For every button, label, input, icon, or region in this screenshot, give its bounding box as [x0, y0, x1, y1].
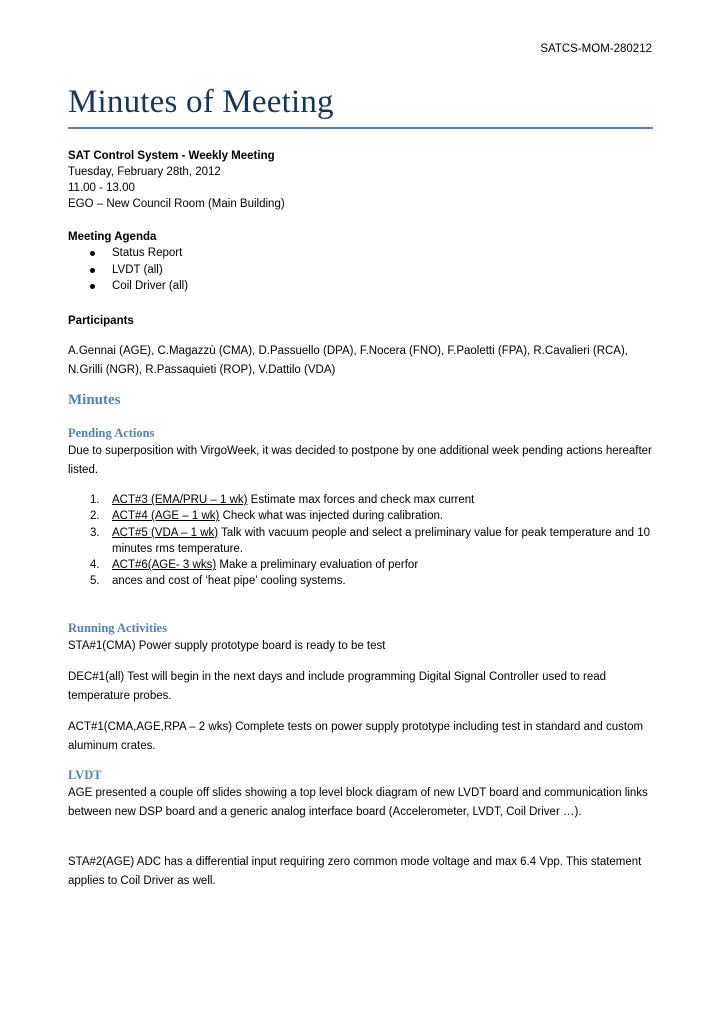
agenda-heading: Meeting Agenda [68, 231, 157, 243]
list-item: LVDT (all) [68, 262, 188, 279]
agenda-list [68, 245, 188, 295]
running-activity-act1: ACT#1(CMA,AGE,RPA – 2 wks) Complete tests on power supply prototype including test in standard and custom aluminum crates. [68, 721, 644, 752]
participants-list: A.Gennai (AGE), C.Magazzù (CMA), D.Passuello (DPA), F.Nocera (FNO), F.Paoletti (FPA), R.Cavalieri (RCA), N.Grilli (NGR), R.Passaquieti (ROP), V.Dattilo (VDA) [68, 345, 629, 376]
pending-actions-list [68, 492, 653, 590]
document-id: SATCS-MOM-280212 [540, 43, 652, 55]
action-ref: ACT#4 (AGE – 1 wk) [112, 510, 220, 523]
pending-actions-intro: Due to superposition with VirgoWeek, it was decided to postpone by one additional week pending actions hereafter listed. [68, 445, 652, 476]
action-ref: ACT#3 (EMA/PRU – 1 wk) [112, 494, 248, 506]
bullet-icon [90, 284, 95, 289]
list-item: 1. ACT#3 (EMA/PRU – 1 wk) Estimate max forces and check max current [90, 494, 475, 506]
list-item: 4. ACT#6(AGE- 3 wks) Make a preliminary evaluation of perfor [90, 559, 419, 572]
meeting-name: SAT Control System - Weekly Meeting [68, 150, 275, 162]
list-item: Status Report [68, 245, 188, 262]
running-activities-heading: Running Activities [68, 621, 167, 635]
list-item: 2. ACT#4 (AGE – 1 wk) Check what was injected during calibration. [90, 510, 444, 523]
bullet-icon [90, 268, 95, 273]
action-ref: ACT#5 (VDA – 1 wk) [112, 526, 219, 539]
list-item: Coil Driver (all) [68, 278, 188, 295]
list-item: 3. ACT#5 (VDA – 1 wk) Talk with vacuum people and select a preliminary value for peak temperature and 10 minutes rms temperature. [90, 526, 651, 555]
lvdt-paragraph-1: AGE presented a couple off slides showing a top level block diagram of new LVDT board and communication links between new DSP board and a generic analog interface board (Accelerometer, LVDT, Coil Driver …). [68, 787, 648, 818]
running-activity-sta1: STA#1(CMA) Power supply prototype board is ready to be test [68, 640, 386, 652]
action-ref: ACT#6(AGE- 3 wks) [112, 559, 217, 572]
lvdt-heading: LVDT [68, 768, 102, 782]
meeting-location: EGO – New Council Room (Main Building) [68, 198, 285, 210]
title-divider [68, 127, 653, 129]
bullet-icon [90, 251, 95, 256]
participants-heading: Participants [68, 315, 134, 327]
lvdt-paragraph-2: STA#2(AGE) ADC has a differential input requiring zero common mode voltage and max 6.4 Vpp. This statement applies to Coil Driver as well. [68, 856, 642, 887]
meeting-date: Tuesday, February 28th, 2012 [68, 166, 221, 178]
list-item: 5. ances and cost of ‘heat pipe’ cooling systems. [90, 575, 346, 588]
minutes-heading: Minutes [68, 392, 121, 408]
running-activity-dec1: DEC#1(all) Test will begin in the next days and include programming Digital Signal Controller used to read temperature probes. [68, 671, 607, 702]
meeting-time: 11.00 - 13.00 [68, 182, 135, 194]
page-title: Minutes of Meeting [68, 84, 334, 120]
pending-actions-heading: Pending Actions [68, 426, 155, 440]
